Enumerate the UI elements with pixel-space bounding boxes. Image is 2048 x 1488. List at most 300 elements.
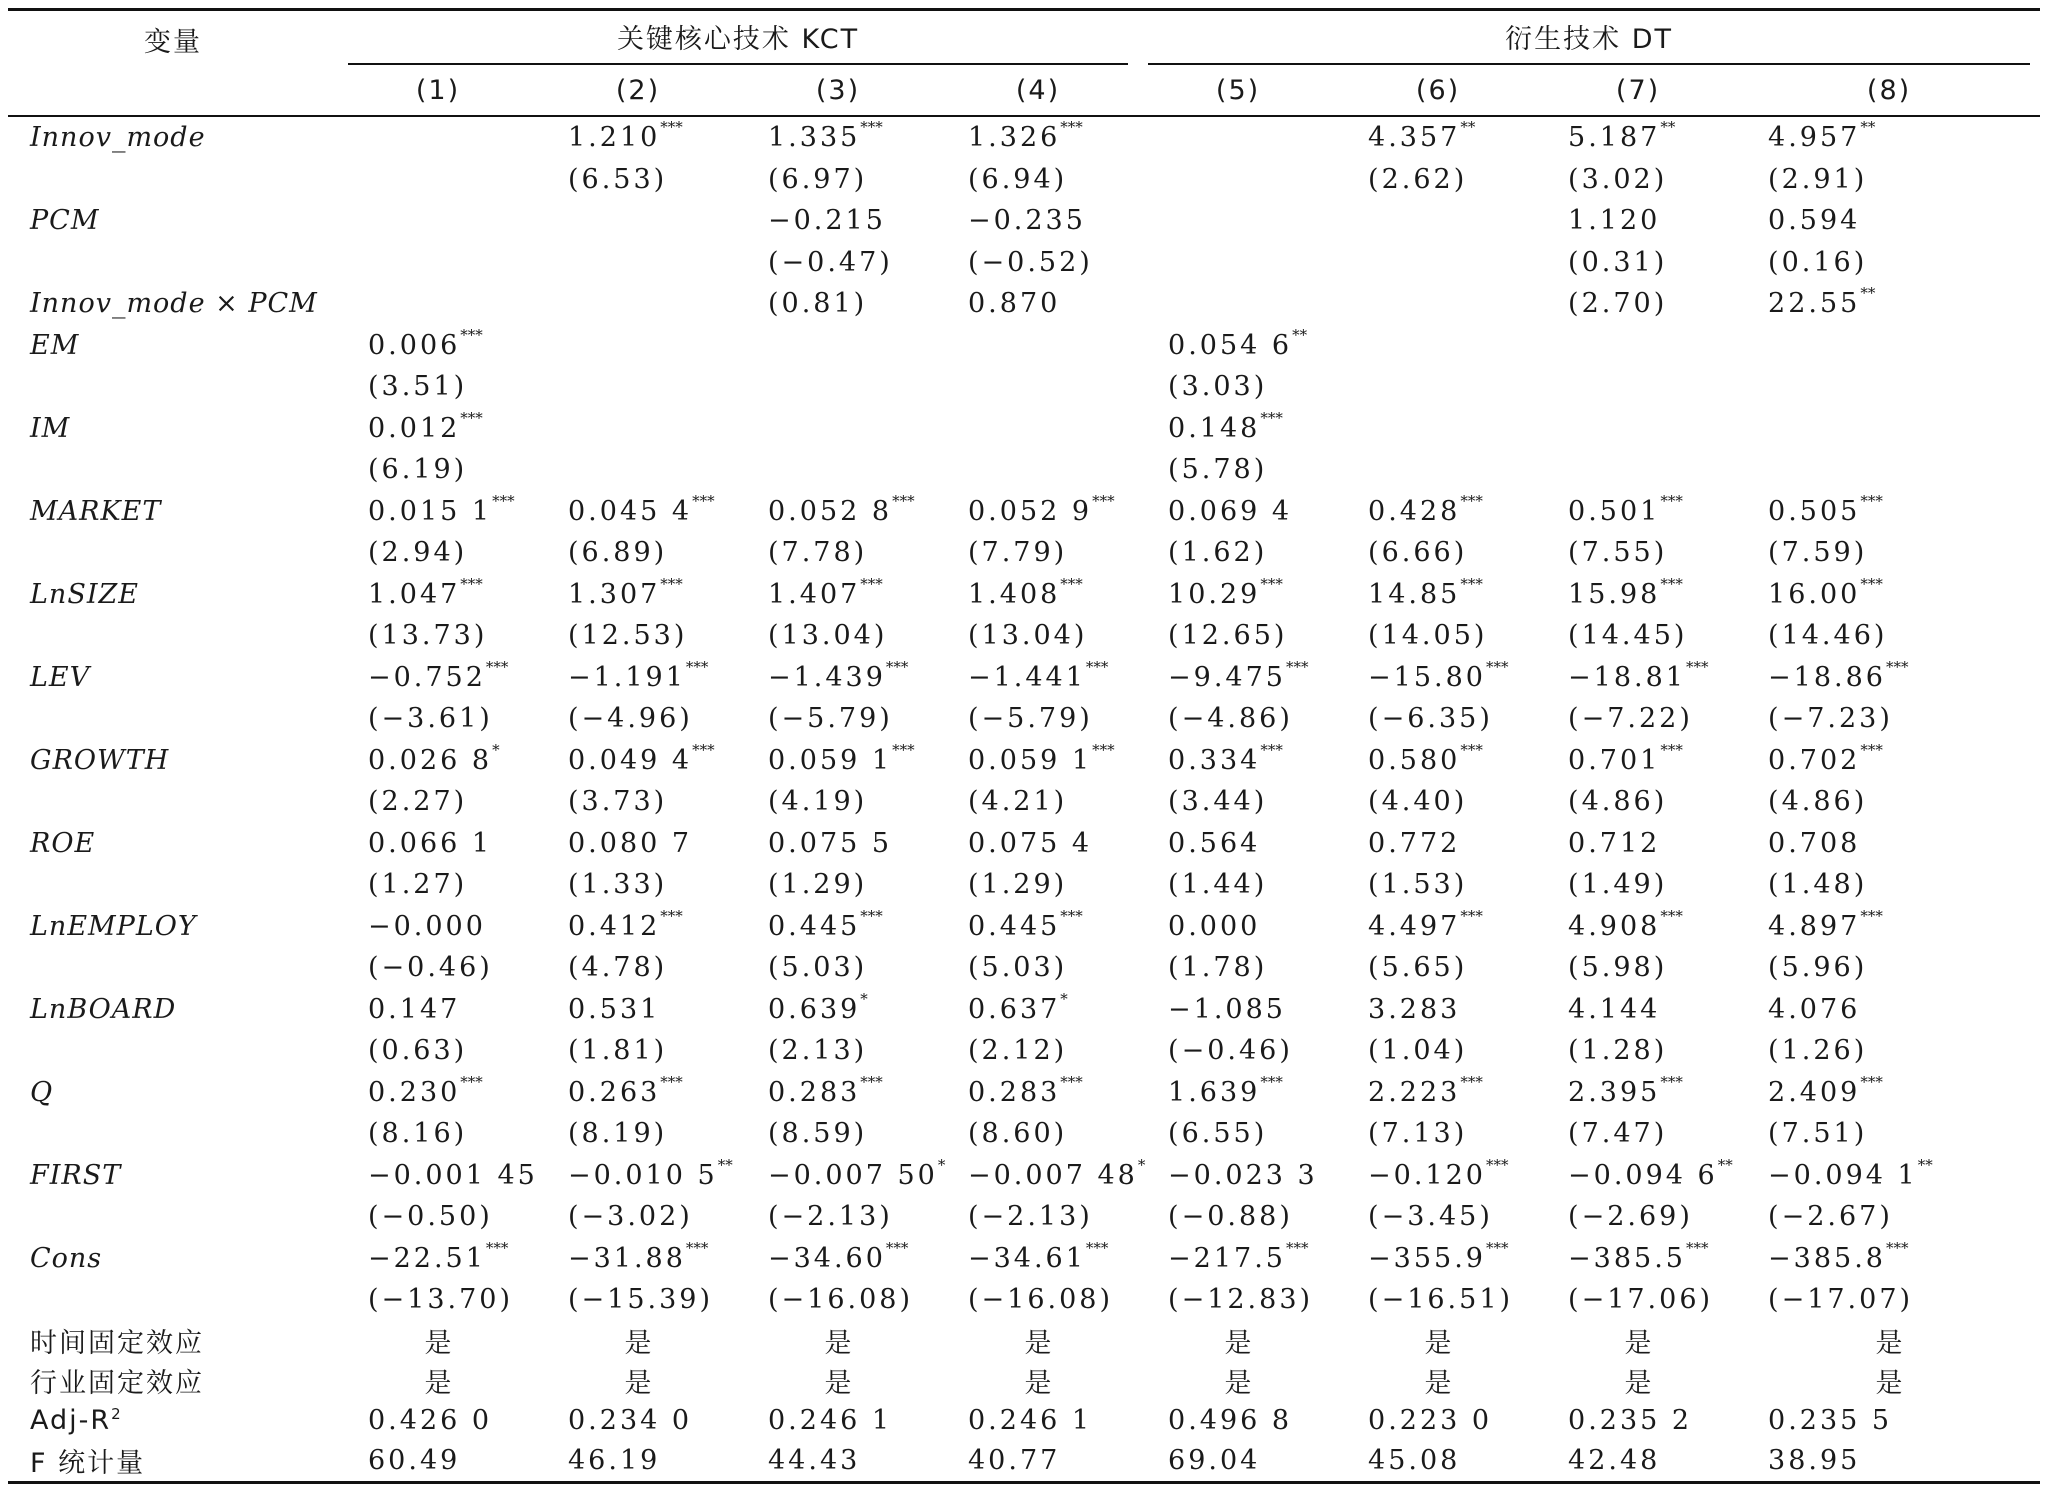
- variable-name: LnBOARD: [30, 993, 177, 1025]
- variable-column-header: 变量: [144, 27, 202, 58]
- coefficient-value: −15.80: [1368, 661, 1486, 693]
- coefficient-value: 0.445: [768, 910, 861, 942]
- t-stat-cell: (2.91): [1768, 163, 1868, 195]
- f-stat-value: 69.04: [1168, 1445, 1261, 1476]
- coefficient-cell: [1338, 740, 1538, 782]
- coefficient-cell: [1338, 116, 1538, 159]
- t-stat-cell: [938, 449, 1138, 491]
- fixed-effect-value: 是: [1624, 1368, 1652, 1399]
- coefficient-cell: [938, 200, 1138, 242]
- table-row: [8, 989, 2040, 1031]
- t-stat-cell: (3.44): [1168, 786, 1268, 818]
- f-stat-label: F 统计量: [30, 1448, 146, 1479]
- coefficient-cell: [1338, 657, 1538, 699]
- coefficient-cell: [738, 823, 938, 865]
- coefficient-cell: [1538, 1238, 1738, 1280]
- coefficient-cell: [538, 657, 738, 699]
- variable-name: LnEMPLOY: [30, 910, 197, 942]
- significance-stars: ***: [1685, 657, 1709, 676]
- significance-stars: ***: [492, 491, 515, 510]
- significance-stars: ***: [685, 1238, 709, 1257]
- coefficient-value: 0.006: [368, 329, 461, 361]
- significance-stars: ***: [1260, 1072, 1283, 1091]
- coefficient-cell: [538, 1238, 738, 1280]
- adj-r2-value: 0.234 0: [568, 1405, 693, 1436]
- coefficient-value: 0.045 4: [568, 495, 693, 527]
- significance-stars: ***: [660, 906, 683, 925]
- t-stat-cell: (−16.51): [1368, 1284, 1514, 1316]
- t-stat-cell: (4.78): [568, 952, 668, 984]
- significance-stars: ***: [1260, 574, 1283, 593]
- f-stat-value: 60.49: [368, 1445, 461, 1476]
- significance-stars: *: [937, 1155, 946, 1174]
- column-header-4: (4): [1015, 74, 1061, 106]
- t-stat-cell: (12.53): [568, 620, 688, 652]
- significance-stars: ***: [1485, 657, 1509, 676]
- coefficient-value: 2.409: [1768, 1076, 1861, 1108]
- fixed-effect-value: 是: [1875, 1368, 1903, 1399]
- coefficient-value: 0.870: [968, 288, 1061, 320]
- t-stat-cell: (0.63): [368, 1035, 468, 1067]
- coefficient-cell: [1138, 283, 1338, 325]
- coefficient-cell: [338, 116, 538, 159]
- t-stat-cell: (8.16): [368, 1118, 468, 1150]
- significance-stars: *: [860, 989, 868, 1008]
- coefficient-cell: [538, 116, 738, 159]
- coefficient-cell: [338, 574, 538, 616]
- fixed-effect-value: 是: [1424, 1328, 1452, 1359]
- coefficient-value: −217.5: [1168, 1242, 1286, 1274]
- variable-name: IM: [30, 412, 71, 444]
- column-header-6: (6): [1415, 74, 1461, 106]
- significance-stars: ***: [1060, 574, 1083, 593]
- fixed-effect-value: 是: [624, 1328, 652, 1359]
- coefficient-value: −31.88: [568, 1242, 686, 1274]
- coefficient-value: 0.594: [1768, 205, 1861, 237]
- significance-stars: ***: [1460, 491, 1483, 510]
- coefficient-cell: [1538, 325, 1738, 367]
- significance-stars: ***: [1060, 118, 1083, 137]
- significance-stars: ***: [1860, 740, 1883, 759]
- coefficient-value: 1.047: [368, 578, 461, 610]
- t-stat-cell: (−17.07): [1768, 1284, 1914, 1316]
- table-body: [8, 116, 2040, 1482]
- table-row-tstat: [8, 1279, 2040, 1321]
- column-number-row: [8, 65, 2040, 116]
- f-stat-row: [8, 1441, 2040, 1483]
- column-header-8: (8): [1866, 74, 1912, 106]
- t-stat-cell: (8.19): [568, 1118, 668, 1150]
- t-stat-cell: (−16.08): [768, 1284, 913, 1316]
- coefficient-value: −1.439: [768, 661, 886, 693]
- t-stat-cell: (1.33): [568, 869, 668, 901]
- coefficient-value: 0.075 4: [968, 827, 1093, 859]
- t-stat-cell: (4.19): [768, 786, 868, 818]
- coefficient-value: −0.215: [768, 205, 886, 237]
- coefficient-value: 0.702: [1768, 744, 1861, 776]
- coefficient-cell: [538, 1155, 738, 1197]
- significance-stars: ***: [860, 906, 883, 925]
- t-stat-cell: (1.81): [568, 1035, 668, 1067]
- group-header-kct: 关键核心技术 KCT: [616, 24, 860, 56]
- significance-stars: ***: [1285, 657, 1309, 676]
- coefficient-cell: [1138, 1155, 1338, 1197]
- coefficient-value: 10.29: [1168, 578, 1261, 610]
- t-stat-cell: (4.21): [968, 786, 1068, 818]
- t-stat-cell: (−7.23): [1768, 703, 1893, 735]
- coefficient-cell: [738, 740, 938, 782]
- t-stat-cell: (14.46): [1768, 620, 1888, 652]
- coefficient-value: 0.531: [568, 993, 661, 1025]
- coefficient-cell: [738, 283, 938, 325]
- fixed-effect-row: [8, 1361, 2040, 1401]
- table-header: [8, 10, 2040, 117]
- f-stat-value: 40.77: [968, 1445, 1061, 1476]
- significance-stars: ***: [885, 657, 909, 676]
- significance-stars: ***: [1860, 491, 1883, 510]
- significance-stars: ***: [885, 1238, 909, 1257]
- coefficient-value: −385.5: [1568, 1242, 1686, 1274]
- table-row-tstat: [8, 698, 2040, 740]
- f-stat-value: 44.43: [768, 1445, 861, 1476]
- fixed-effect-value: 是: [424, 1328, 452, 1359]
- significance-stars: ***: [1092, 491, 1115, 510]
- coefficient-value: 16.00: [1768, 578, 1861, 610]
- t-stat-cell: (1.27): [368, 869, 468, 901]
- t-stat-cell: (7.47): [1568, 1118, 1668, 1150]
- significance-stars: ***: [1885, 657, 1909, 676]
- significance-stars: ***: [860, 118, 883, 137]
- coefficient-cell: [1538, 491, 1738, 533]
- t-stat-cell: (1.53): [1368, 869, 1468, 901]
- coefficient-cell: [338, 200, 538, 242]
- significance-stars: **: [1860, 284, 1876, 303]
- t-stat-cell: [1738, 449, 2040, 491]
- coefficient-cell: [938, 283, 1138, 325]
- significance-stars: **: [1717, 1155, 1733, 1174]
- adj-r2-value: 0.246 1: [768, 1405, 893, 1436]
- regression-table: [8, 8, 2040, 1484]
- table-row: [8, 740, 2040, 782]
- t-stat-cell: (1.29): [768, 869, 868, 901]
- t-stat-cell: (1.78): [1168, 952, 1268, 984]
- significance-stars: ***: [1460, 574, 1483, 593]
- significance-stars: ***: [660, 118, 683, 137]
- coefficient-value: 0.445: [968, 910, 1061, 942]
- coefficient-cell: [338, 1238, 538, 1280]
- significance-stars: ***: [460, 325, 483, 344]
- variable-name: Innov_mode: [30, 122, 206, 154]
- coefficient-cell: [538, 283, 738, 325]
- variable-name: Q: [30, 1076, 54, 1108]
- significance-stars: ***: [1685, 1238, 1709, 1257]
- coefficient-cell: [1538, 574, 1738, 616]
- significance-stars: **: [1660, 118, 1676, 137]
- t-stat-cell: (−7.22): [1568, 703, 1693, 735]
- coefficient-value: (2.70): [1568, 288, 1668, 320]
- significance-stars: ***: [1660, 740, 1683, 759]
- t-stat-cell: (−2.69): [1568, 1201, 1693, 1233]
- significance-stars: ***: [1085, 657, 1109, 676]
- coefficient-cell: [938, 657, 1138, 699]
- coefficient-cell: [1138, 408, 1338, 450]
- variable-name: PCM: [30, 205, 100, 237]
- significance-stars: ***: [660, 574, 683, 593]
- variable-name: LnSIZE: [30, 578, 139, 610]
- coefficient-cell: [1538, 740, 1738, 782]
- coefficient-value: 1.407: [768, 578, 861, 610]
- fixed-effect-value: 是: [1624, 1328, 1652, 1359]
- coefficient-cell: [938, 408, 1138, 450]
- significance-stars: ***: [1092, 740, 1115, 759]
- significance-stars: ***: [692, 740, 715, 759]
- coefficient-value: −0.000: [368, 910, 486, 942]
- coefficient-cell: [938, 1238, 1138, 1280]
- significance-stars: ***: [692, 491, 715, 510]
- coefficient-cell: [1538, 408, 1738, 450]
- coefficient-value: 4.897: [1768, 910, 1861, 942]
- coefficient-cell: [1338, 200, 1538, 242]
- coefficient-cell: [1738, 906, 2040, 948]
- f-stat-value: 45.08: [1368, 1445, 1461, 1476]
- coefficient-cell: [338, 491, 538, 533]
- coefficient-cell: [938, 740, 1138, 782]
- table-row-tstat: [8, 159, 2040, 201]
- coefficient-value: 0.049 4: [568, 744, 693, 776]
- coefficient-value: 5.187: [1568, 122, 1661, 154]
- coefficient-value: −1.191: [568, 661, 686, 693]
- t-stat-cell: (13.73): [368, 620, 488, 652]
- coefficient-value: −0.120: [1368, 1159, 1486, 1191]
- t-stat-cell: (6.94): [968, 163, 1068, 195]
- coefficient-cell: [738, 116, 938, 159]
- significance-stars: **: [1460, 118, 1476, 137]
- t-stat-cell: (5.96): [1768, 952, 1868, 984]
- coefficient-cell: [538, 408, 738, 450]
- coefficient-cell: [338, 906, 538, 948]
- significance-stars: **: [1917, 1155, 1933, 1174]
- significance-stars: ***: [1860, 574, 1883, 593]
- table-row-tstat: [8, 864, 2040, 906]
- coefficient-value: 4.357: [1368, 122, 1461, 154]
- significance-stars: *: [1137, 1155, 1146, 1174]
- t-stat-cell: [1138, 159, 1338, 201]
- t-stat-cell: [1138, 242, 1338, 284]
- coefficient-value: 1.120: [1568, 205, 1661, 237]
- fixed-effect-label: 行业固定效应: [30, 1368, 204, 1399]
- variable-name: ROE: [30, 827, 96, 859]
- coefficient-cell: [1538, 823, 1738, 865]
- coefficient-cell: [1338, 823, 1538, 865]
- t-stat-cell: (−15.39): [568, 1284, 713, 1316]
- t-stat-cell: (−5.79): [768, 703, 893, 735]
- coefficient-cell: [1338, 491, 1538, 533]
- t-stat-cell: (−5.79): [968, 703, 1093, 735]
- adj-r2-value: 0.246 1: [968, 1405, 1093, 1436]
- table-row: [8, 200, 2040, 242]
- f-stat-value: 42.48: [1568, 1445, 1661, 1476]
- t-stat-cell: (6.66): [1368, 537, 1468, 569]
- t-stat-cell: (7.78): [768, 537, 868, 569]
- adj-r2-value: 0.235 2: [1568, 1405, 1693, 1436]
- coefficient-cell: [1138, 1072, 1338, 1114]
- coefficient-cell: [938, 989, 1138, 1031]
- coefficient-cell: [1738, 408, 2040, 450]
- adj-r2-value: 0.496 8: [1168, 1405, 1293, 1436]
- coefficient-cell: [1738, 574, 2040, 616]
- table-row: [8, 283, 2040, 325]
- coefficient-cell: [1738, 1072, 2040, 1114]
- variable-name: EM: [30, 329, 80, 361]
- coefficient-value: 3.283: [1368, 993, 1461, 1025]
- coefficient-value: 0.148: [1168, 412, 1261, 444]
- significance-stars: ***: [460, 574, 483, 593]
- significance-stars: ***: [1485, 1238, 1509, 1257]
- coefficient-cell: [938, 325, 1138, 367]
- coefficient-value: 1.408: [968, 578, 1061, 610]
- coefficient-value: −0.094 1: [1768, 1159, 1918, 1191]
- t-stat-cell: (6.55): [1168, 1118, 1268, 1150]
- coefficient-value: −1.441: [968, 661, 1086, 693]
- table-row-tstat: [8, 366, 2040, 408]
- coefficient-value: 22.55: [1768, 288, 1861, 320]
- coefficient-value: 0.580: [1368, 744, 1461, 776]
- coefficient-value: 0.069 4: [1168, 495, 1293, 527]
- coefficient-cell: [1338, 1238, 1538, 1280]
- coefficient-value: 0.026 8: [368, 744, 493, 776]
- table-row-tstat: [8, 1113, 2040, 1155]
- coefficient-value: 1.335: [768, 122, 861, 154]
- coefficient-value: 0.712: [1568, 827, 1661, 859]
- coefficient-value: 0.059 1: [768, 744, 893, 776]
- significance-stars: ***: [1285, 1238, 1309, 1257]
- t-stat-cell: (8.59): [768, 1118, 868, 1150]
- coefficient-cell: [538, 325, 738, 367]
- t-stat-cell: (7.13): [1368, 1118, 1468, 1150]
- table-row: [8, 1238, 2040, 1280]
- coefficient-value: 0.564: [1168, 827, 1261, 859]
- coefficient-value: −0.235: [968, 205, 1086, 237]
- coefficient-cell: [738, 1155, 946, 1197]
- significance-stars: *: [492, 740, 500, 759]
- coefficient-cell: [338, 823, 538, 865]
- coefficient-value: 0.501: [1568, 495, 1661, 527]
- adj-r2-label: [8, 1401, 338, 1441]
- t-stat-cell: (4.40): [1368, 786, 1468, 818]
- t-stat-cell: (2.27): [368, 786, 468, 818]
- coefficient-value: 0.052 9: [968, 495, 1093, 527]
- adj-r2-value: 0.426 0: [368, 1405, 493, 1436]
- t-stat-cell: [1538, 449, 1738, 491]
- coefficient-value: 0.066 1: [368, 827, 493, 859]
- t-stat-cell: (−16.08): [968, 1284, 1113, 1316]
- fixed-effect-value: 是: [824, 1328, 852, 1359]
- coefficient-value: 0.230: [368, 1076, 461, 1108]
- t-stat-cell: (2.12): [968, 1035, 1068, 1067]
- coefficient-cell: [1738, 325, 2040, 367]
- significance-stars: *: [1060, 989, 1068, 1008]
- coefficient-value: 0.263: [568, 1076, 661, 1108]
- significance-stars: ***: [1060, 906, 1083, 925]
- coefficient-cell: [1138, 200, 1338, 242]
- coefficient-cell: [1538, 116, 1738, 159]
- coefficient-cell: [738, 325, 938, 367]
- t-stat-cell: (1.62): [1168, 537, 1268, 569]
- coefficient-cell: [538, 823, 738, 865]
- coefficient-cell: [738, 200, 938, 242]
- f-stat-value: 38.95: [1768, 1445, 1861, 1476]
- coefficient-value: 2.395: [1568, 1076, 1661, 1108]
- coefficient-cell: [338, 408, 538, 450]
- t-stat-cell: (2.13): [768, 1035, 868, 1067]
- adj-r2-value: 0.223 0: [1368, 1405, 1493, 1436]
- t-stat-cell: (−2.67): [1768, 1201, 1893, 1233]
- coefficient-value: 0.015 1: [368, 495, 493, 527]
- variable-name: GROWTH: [30, 744, 170, 776]
- coefficient-cell: [1138, 325, 1338, 367]
- coefficient-value: 0.283: [768, 1076, 861, 1108]
- t-stat-cell: (−0.46): [368, 952, 493, 984]
- coefficient-value: 0.639: [768, 993, 861, 1025]
- coefficient-value: 1.307: [568, 578, 661, 610]
- significance-stars: **: [717, 1155, 733, 1174]
- t-stat-cell: (5.65): [1368, 952, 1468, 984]
- coefficient-value: 2.223: [1368, 1076, 1461, 1108]
- table-row: [8, 906, 2040, 948]
- coefficient-value: 1.210: [568, 122, 661, 154]
- coefficient-cell: [738, 491, 938, 533]
- coefficient-cell: [1738, 1155, 2040, 1197]
- coefficient-value: 4.076: [1768, 993, 1861, 1025]
- coefficient-cell: [738, 1072, 938, 1114]
- significance-stars: ***: [1660, 491, 1683, 510]
- coefficient-cell: [1738, 657, 2040, 699]
- fixed-effect-value: 是: [1224, 1328, 1252, 1359]
- coefficient-value: −22.51: [368, 1242, 486, 1274]
- t-stat-cell: (−0.50): [368, 1201, 493, 1233]
- coefficient-cell: [538, 574, 738, 616]
- significance-stars: ***: [460, 1072, 483, 1091]
- coefficient-cell: [338, 283, 538, 325]
- coefficient-cell: [538, 906, 738, 948]
- t-stat-cell: (−13.70): [368, 1284, 513, 1316]
- coefficient-cell: [738, 1238, 938, 1280]
- t-stat-cell: (6.19): [368, 454, 468, 486]
- t-stat-cell: (−3.02): [568, 1201, 693, 1233]
- coefficient-cell: [1538, 989, 1738, 1031]
- coefficient-cell: [538, 491, 738, 533]
- t-stat-cell: (3.51): [368, 371, 468, 403]
- table-row-tstat: [8, 1196, 2040, 1238]
- coefficient-value: 0.772: [1368, 827, 1461, 859]
- table-row: [8, 325, 2040, 367]
- t-stat-cell: (1.28): [1568, 1035, 1668, 1067]
- coefficient-value: −355.9: [1368, 1242, 1486, 1274]
- coefficient-value: 0.052 8: [768, 495, 893, 527]
- t-stat-cell: (2.62): [1368, 163, 1468, 195]
- fixed-effect-value: 是: [424, 1368, 452, 1399]
- t-stat-cell: (7.59): [1768, 537, 1868, 569]
- t-stat-cell: (−4.96): [568, 703, 693, 735]
- coefficient-cell: [738, 989, 938, 1031]
- t-stat-cell: (12.65): [1168, 620, 1288, 652]
- t-stat-cell: (−0.47): [768, 246, 893, 278]
- t-stat-cell: (−12.83): [1168, 1284, 1314, 1316]
- coefficient-cell: [1138, 116, 1338, 159]
- column-header-7: (7): [1615, 74, 1661, 106]
- coefficient-cell: [1338, 989, 1538, 1031]
- fixed-effect-row: [8, 1321, 2040, 1361]
